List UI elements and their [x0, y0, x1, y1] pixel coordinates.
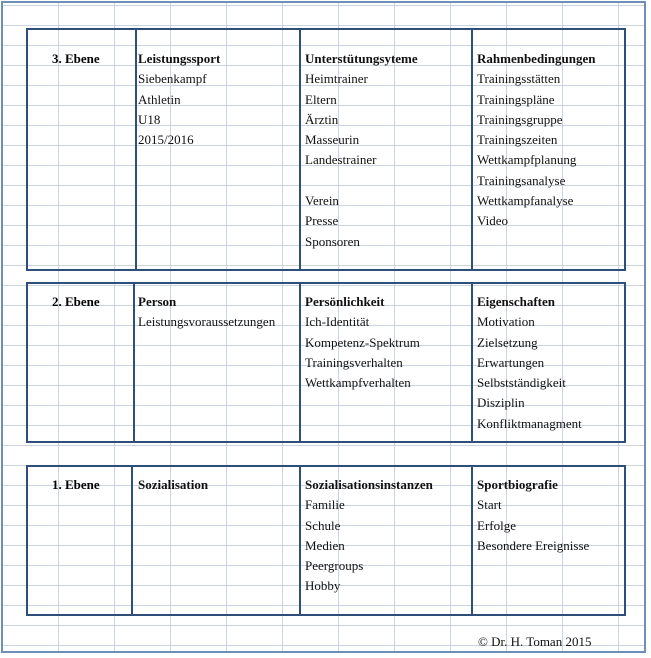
list-item: Heimtrainer — [305, 71, 368, 87]
list-item: Motivation — [477, 314, 535, 330]
divider — [135, 30, 137, 269]
copyright-text: © Dr. H. Toman 2015 — [478, 634, 592, 649]
list-item: Siebenkampf — [138, 71, 207, 87]
list-item: Besondere Ereignisse — [477, 537, 590, 553]
divider — [299, 467, 301, 614]
list-item: Trainingszeiten — [477, 132, 558, 148]
list-item: Masseurin — [305, 132, 360, 148]
list-item: Leistungsvoraussetzungen — [138, 314, 276, 330]
list-item: Disziplin — [477, 395, 525, 411]
divider — [471, 284, 473, 441]
column-header: Sportbiografie — [477, 477, 558, 492]
list-item: Peergroups — [305, 558, 364, 574]
col-sozialisationsinstanzen — [305, 475, 433, 597]
column-header: Persönlichkeit — [305, 294, 385, 309]
col-leistungssport — [138, 49, 220, 150]
column-header: Rahmenbedingungen — [477, 51, 596, 66]
list-item: U18 — [138, 111, 161, 127]
list-item: Verein — [305, 193, 339, 209]
column-header: Person — [138, 294, 177, 309]
column-header: Unterstütungsyteme — [305, 51, 418, 66]
list-item: Wettkampfanalyse — [477, 193, 574, 209]
level-label: 3. Ebene — [52, 51, 100, 66]
list-item: Trainingspläne — [477, 91, 555, 107]
column-header: Leistungssport — [138, 51, 221, 66]
divider — [471, 30, 473, 269]
col-sozialisation — [138, 475, 208, 495]
column-header: Sozialisation — [138, 477, 209, 492]
list-item: Hobby — [305, 578, 341, 594]
col-persoenlichkeit — [305, 292, 420, 393]
col-person — [138, 292, 275, 333]
list-item: Konfliktmanagment — [477, 415, 582, 431]
list-item: Presse — [305, 213, 339, 229]
list-item: Zielsetzung — [477, 334, 538, 350]
ebene-3-block — [26, 28, 626, 271]
empty-row — [305, 171, 418, 191]
document-frame — [1, 1, 646, 653]
list-item: Erfolge — [477, 517, 516, 533]
divider — [299, 284, 301, 441]
list-item: Ärztin — [305, 111, 339, 127]
divider — [471, 467, 473, 614]
list-item: Selbstständigkeit — [477, 375, 566, 391]
list-item: Erwartungen — [477, 354, 545, 370]
list-item: Wettkampfplanung — [477, 152, 577, 168]
list-item: Video — [477, 213, 508, 229]
ebene-1-block — [26, 465, 626, 616]
list-item: Sponsoren — [305, 233, 360, 249]
level-label: 1. Ebene — [52, 477, 100, 492]
list-item: Ich-Identität — [305, 314, 370, 330]
list-item: Trainingsanalyse — [477, 172, 566, 188]
ebene-2-block — [26, 282, 626, 443]
list-item: Eltern — [305, 91, 337, 107]
list-item: Start — [477, 497, 502, 513]
column-header: Eigenschaften — [477, 294, 555, 309]
list-item: Trainingsstätten — [477, 71, 561, 87]
list-item: Kompetenz-Spektrum — [305, 334, 420, 350]
col-eigenschaften — [477, 292, 582, 434]
column-header: Sozialisationsinstanzen — [305, 477, 433, 492]
list-item: Familie — [305, 497, 345, 513]
list-item: Trainingsgruppe — [477, 111, 563, 127]
col-sportbiografie — [477, 475, 589, 556]
list-item: 2015/2016 — [138, 132, 194, 148]
divider — [131, 467, 133, 614]
list-item: Athletin — [138, 91, 181, 107]
level-label: 2. Ebene — [52, 294, 100, 309]
divider — [133, 284, 135, 441]
col-unterstuetzungssysteme — [305, 49, 418, 252]
list-item: Medien — [305, 537, 345, 553]
list-item: Trainingsverhalten — [305, 354, 403, 370]
divider — [299, 30, 301, 269]
list-item: Wettkampfverhalten — [305, 375, 411, 391]
col-rahmenbedingungen — [477, 49, 595, 232]
list-item: Landestrainer — [305, 152, 377, 168]
list-item: Schule — [305, 517, 341, 533]
